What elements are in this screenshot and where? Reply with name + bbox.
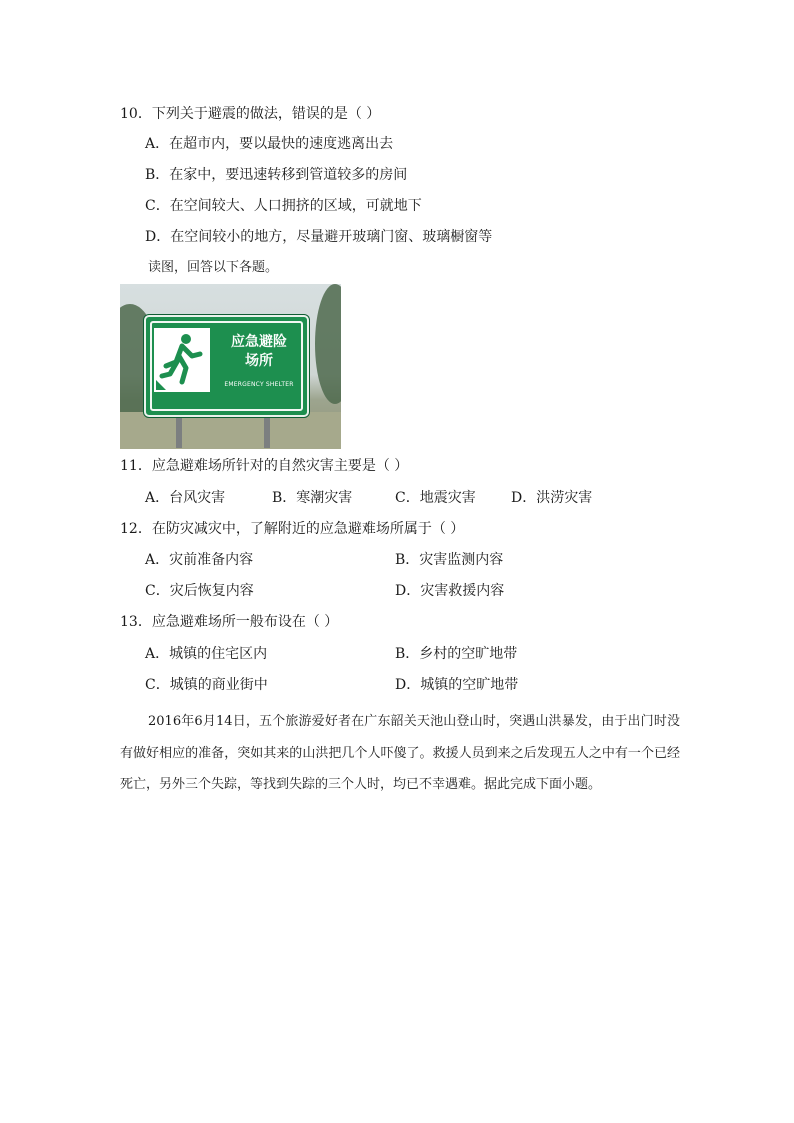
question-13-option-b: B．乡村的空旷地带 — [395, 646, 518, 662]
question-13-option-c: C．城镇的商业街中 — [145, 677, 268, 693]
question-10-option-a: A．在超市内，要以最快的速度逃离出去 — [145, 136, 394, 152]
ground — [120, 412, 341, 449]
question-12-stem: 12．在防灾减灾中，了解附近的应急避难场所属于（ ） — [120, 521, 465, 537]
question-10-option-c: C．在空间较大、人口拥挤的区域，可就地下 — [145, 198, 422, 214]
emergency-shelter-sign — [144, 315, 309, 417]
running-exit-person-icon — [152, 326, 212, 394]
sign-title-line2: 场所 — [245, 353, 273, 369]
question-11-option-c: C．地震灾害 — [395, 490, 476, 506]
question-10-stem: 10．下列关于避震的做法，错误的是（ ） — [120, 106, 381, 122]
question-10-option-d: D．在空间较小的地方，尽量避开玻璃门窗、玻璃橱窗等 — [145, 229, 493, 245]
question-11-option-d: D．洪涝灾害 — [511, 490, 593, 506]
question-12-option-a: A．灾前准备内容 — [145, 552, 254, 568]
question-12-option-d: D．灾害救援内容 — [395, 583, 505, 599]
question-11-option-a: A．台风灾害 — [145, 490, 226, 506]
question-13-option-a: A．城镇的住宅区内 — [145, 646, 268, 662]
question-12-option-b: B．灾害监测内容 — [395, 552, 504, 568]
question-10-option-b: B．在家中，要迅速转移到管道较多的房间 — [145, 167, 408, 183]
question-11-stem: 11．应急避难场所针对的自然灾害主要是（ ） — [120, 458, 409, 474]
question-11-option-b: B．寒潮灾害 — [272, 490, 353, 506]
question-13-stem: 13．应急避难场所一般布设在（ ） — [120, 614, 339, 630]
question-13-option-d: D．城镇的空旷地带 — [395, 677, 519, 693]
figure-intro: 读图，回答以下各题。 — [148, 260, 279, 275]
tree-right — [315, 284, 341, 404]
sign-title — [224, 333, 294, 371]
question-12-option-c: C．灾后恢复内容 — [145, 583, 254, 599]
reading-passage: 2016年6月14日，五个旅游爱好者在广东韶关天池山登山时，突遇山洪暴发，由于出门时没有做好相应的准备，突如其来的山洪把几个人吓傻了。救援人员到来之后发现五人之中有一个已经死亡，另外三个失踪，等找到失踪的三个人时，均已不幸遇难。据此完成下面小题。 — [120, 714, 680, 792]
sign-english-text: EMERGENCY SHELTER — [224, 381, 294, 388]
sign-title-line1: 应急避险 — [231, 334, 287, 350]
